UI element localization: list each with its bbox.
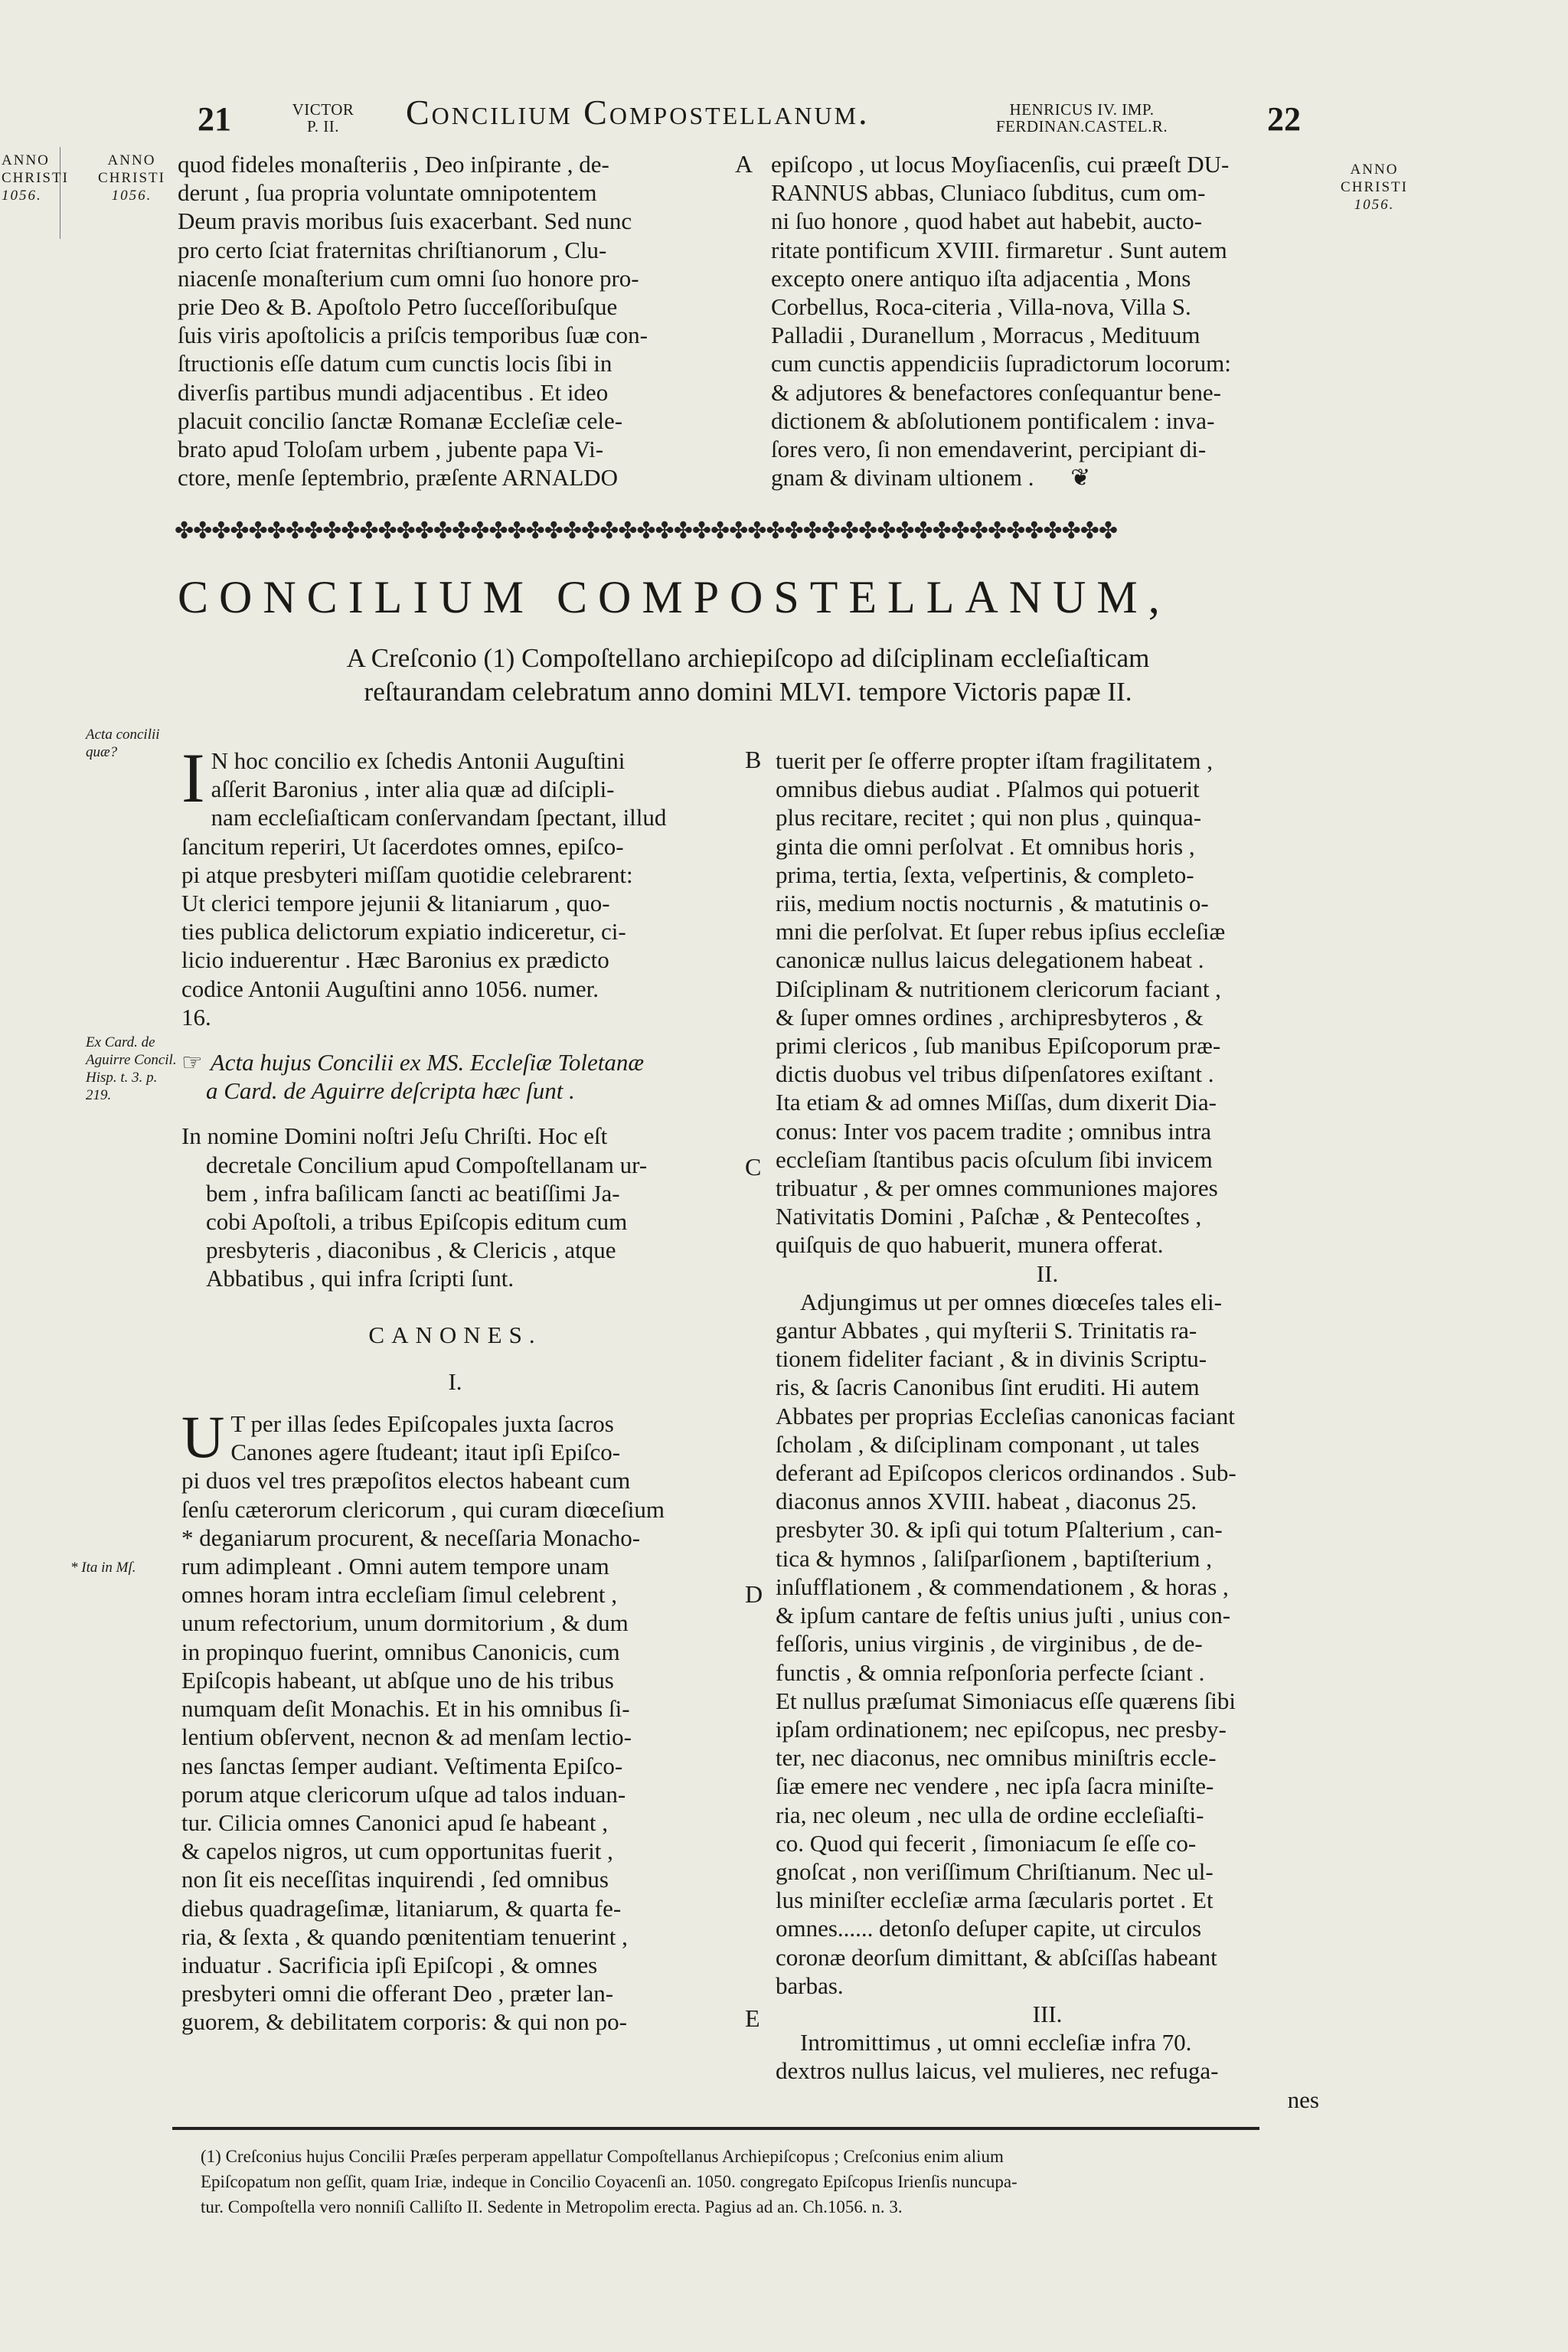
text-line: brato apud Toloſam urbem , jubente papa Vi- bbox=[178, 436, 604, 463]
text-line: Canones agere ſtudeant; itaut ipſi Epiſco- bbox=[230, 1439, 621, 1466]
text-line: Epiſcopis habeant, ut abſque uno de his tribus bbox=[181, 1666, 614, 1694]
text-line: ritate pontificum XVIII. firmaretur . Sunt autem bbox=[771, 236, 1227, 263]
text-line: inſufflationem , & commendationem , & horas , bbox=[776, 1573, 1229, 1600]
header-victor-name: VICTOR bbox=[292, 100, 354, 119]
footnote-line: tur. Compoſtella vero nonniſi Calliſto II. Sedente in Metropolim erecta. Pagius ad an. Ch.1056. n. 3. bbox=[201, 2197, 903, 2216]
main-right-column bbox=[776, 746, 1319, 2114]
text-line: Et nullus præſumat Simoniacus eſſe quærens ſibi bbox=[776, 1687, 1236, 1714]
text-line: coronæ deorſum dimittant, & abſciſſas habeant bbox=[776, 1943, 1217, 1971]
margin-note-acta: Acta concilii quæ? bbox=[86, 727, 160, 760]
text-line: * deganiarum procurent, & neceſſaria Monacho- bbox=[181, 1524, 641, 1551]
nomine-paragraph bbox=[181, 1122, 729, 1292]
catchword: nes bbox=[1287, 2086, 1319, 2113]
text-line: Ita etiam & ad omnes Miſſas, dum dixerit Dia- bbox=[776, 1089, 1217, 1116]
text-line: Nativitatis Domini , Paſchæ , & Pentecoſtes , bbox=[776, 1203, 1202, 1230]
text-line: rum adimpleant . Omni autem tempore unam bbox=[181, 1553, 609, 1580]
text-line: functis , & omnia reſponſoria perfecte ſciant . bbox=[776, 1658, 1205, 1686]
text-line: presbyter 30. & ipſi qui totum Pſalterium , can- bbox=[776, 1516, 1223, 1544]
text-line: nes ſanctas ſemper audiant. Veſtimenta Epiſco- bbox=[181, 1752, 623, 1779]
subtitle-line: reſtaurandam celebratum anno domini MLVI. tempore Victoris papæ II. bbox=[364, 677, 1132, 707]
text-line: excepto onere antiquo iſta adjacentia , Mons bbox=[771, 264, 1191, 292]
text-line: conus: Inter vos pacem tradite ; omnibus intra bbox=[776, 1117, 1212, 1145]
canon-number-3: III. bbox=[1032, 2000, 1063, 2027]
text-line: non ſit eis neceſſitas inquirendi , ſed omnibus bbox=[181, 1866, 609, 1893]
text-line: mni die perſolvat. Et ſuper rebus ipſius eccleſiæ bbox=[776, 918, 1226, 946]
ornament-band: ✤✤✤✤✤✤✤✤✤✤✤✤✤✤✤✤✤✤✤✤✤✤✤✤✤✤✤✤✤✤✤✤✤✤✤✤✤✤✤✤✤✤✤✤✤✤✤✤✤✤✤ bbox=[175, 518, 1117, 544]
marginal-letter-a: A bbox=[735, 150, 753, 178]
text-line: ria, nec oleum , nec ulla de ordine eccleſiaſti- bbox=[776, 1801, 1204, 1828]
text-line: gantur Abbates , qui myſterii S. Trinitatis ra- bbox=[776, 1317, 1197, 1344]
text-line: diaconus annos XVIII. habeat , diaconus 25. bbox=[776, 1488, 1197, 1515]
canon-1-paragraph bbox=[181, 1403, 729, 2036]
text-line: omnibus diebus audiat . Pſalmos qui potuerit bbox=[776, 776, 1200, 803]
text-line: induatur . Sacrificia ipſi Epiſcopi , & omnes bbox=[181, 1951, 598, 1978]
acta-note bbox=[181, 1048, 729, 1105]
text-line: nam eccleſiaſticam conſervandam ſpectant, illud bbox=[211, 804, 667, 831]
text-line: Corbellus, Roca-citeria , Villa-nova, Villa S. bbox=[771, 293, 1191, 321]
text-line: pi duos vel tres præpoſitos electos habeant cum bbox=[181, 1467, 631, 1494]
text-line: ris, & ſacris Canonibus ſint eruditi. Hi autem bbox=[776, 1374, 1200, 1401]
text-line: tionem fideliter faciant , & in divinis Scriptu- bbox=[776, 1345, 1207, 1373]
drop-cap-u: U bbox=[181, 1403, 225, 1471]
text-line: tribuatur , & per omnes communiones majores bbox=[776, 1174, 1218, 1202]
text-line: licio induerentur . Hæc Baronius ex prædicto bbox=[181, 946, 609, 974]
text-line: decretale Concilium apud Compoſtellanam ur- bbox=[206, 1151, 648, 1178]
header-victor-pp: P. II. bbox=[306, 117, 340, 136]
text-line: Intromittimus , ut omni eccleſiæ infra 70. bbox=[800, 2029, 1192, 2056]
text-line: & ſuper omnes ordines , archipresbyteros , & bbox=[776, 1003, 1204, 1031]
text-line: diverſis partibus mundi adjacentibus . Et ideo bbox=[178, 378, 609, 406]
fleuron-icon: ❦ bbox=[1070, 464, 1091, 492]
marginal-letter-c: C bbox=[745, 1153, 762, 1181]
text-line: guorem, & debilitatem corporis: & qui non po- bbox=[181, 2008, 628, 2036]
pointing-hand-icon: ☞ bbox=[181, 1049, 203, 1076]
text-line: presbyteri omni die offerant Deo , præter lan- bbox=[181, 1980, 614, 2007]
marginal-letter-d: D bbox=[745, 1580, 763, 1608]
text-line: quod fideles monaſteriis , Deo inſpirante , de- bbox=[178, 151, 609, 178]
text-line: N hoc concilio ex ſchedis Antonii Auguſtini bbox=[211, 747, 626, 774]
edge-anno-note bbox=[2, 152, 69, 204]
text-line: dictis duobus vel tribus diſpenſatores exiſtant . bbox=[776, 1060, 1214, 1088]
left-anno: ANNO bbox=[107, 152, 156, 168]
edge-christi: CHRISTI bbox=[2, 170, 69, 186]
left-christi: CHRISTI bbox=[98, 170, 165, 186]
header-henricus-name: HENRICUS IV. IMP. bbox=[1009, 100, 1155, 119]
edge-year: 1056. bbox=[2, 188, 42, 204]
margin-note-ita-ms: * Ita in Mſ. bbox=[70, 1560, 136, 1576]
text-line: & ipſum cantare de feſtis unius juſti , unius con- bbox=[776, 1602, 1231, 1629]
text-line: gnoſcat , non veriſſimum Chriſtianum. Nec ul- bbox=[776, 1857, 1214, 1885]
text-line: prima, tertia, ſexta, veſpertinis, & completo- bbox=[776, 861, 1194, 888]
canon-number-2: II. bbox=[1036, 1259, 1059, 1287]
text-line: & capelos nigros, ut cum opportunitas fuerit , bbox=[181, 1838, 613, 1865]
text-line: ria, & ſexta , & quando pœnitentiam tenuerint , bbox=[181, 1922, 628, 1950]
text-line: plus recitare, recitet ; qui non plus , quinqua- bbox=[776, 804, 1202, 831]
right-year: 1056. bbox=[1354, 197, 1395, 213]
text-line: riis, medium noctis nocturnis , & matutinis o- bbox=[776, 890, 1209, 917]
marginal-letter-b: B bbox=[745, 746, 762, 773]
text-line: RANNUS abbas, Cluniaco ſubditus, cum om- bbox=[771, 179, 1206, 207]
text-line: pi atque presbyteri miſſam quotidie celebrarent: bbox=[181, 861, 633, 888]
text-line: ties publica delictorum expiatio indiceretur, ci- bbox=[181, 918, 626, 946]
text-line: dictionem & abſolutionem pontificalem : inva- bbox=[771, 407, 1215, 434]
page-number-right: 22 bbox=[1267, 100, 1301, 138]
text-line: ginta die omni perſolvat . Et omnibus horis , bbox=[776, 832, 1195, 860]
text-line: Abbates per proprias Eccleſias canonicas faciant bbox=[776, 1402, 1235, 1429]
text-line: deferant ad Epiſcopos clericos ordinandos . Sub- bbox=[776, 1459, 1236, 1487]
running-title: Concilium Compostellanum. bbox=[406, 93, 870, 132]
text-line: lentium obſervent, necnon & ad menſam lectio- bbox=[181, 1723, 632, 1751]
footnote-line: Epiſcopatum non geſſit, quam Iriæ, indeque in Concilio Coyacenſi an. 1050. congregato Epiſcopus Irienſis nuncupa- bbox=[201, 2172, 1018, 2191]
header-henricus bbox=[994, 101, 1170, 135]
text-line: ipſam ordinationem; nec epiſcopus, nec presby- bbox=[776, 1715, 1227, 1743]
text-line: in propinquo fuerint, omnibus Canonicis, cum bbox=[181, 1638, 620, 1665]
right-anno: ANNO bbox=[1350, 162, 1399, 178]
text-line: In nomine Domini noſtri Jeſu Chriſti. Hoc eſt bbox=[181, 1122, 608, 1150]
text-line: Adjungimus ut per omnes diœceſes tales eli- bbox=[800, 1288, 1222, 1315]
text-line: prie Deo & B. Apoſtolo Petro ſucceſſoribuſque bbox=[178, 293, 618, 321]
text-line: placuit concilio ſanctæ Romanæ Eccleſiæ cele- bbox=[178, 407, 623, 434]
text-line: Abbatibus , qui infra ſcripti ſunt. bbox=[206, 1265, 514, 1292]
text-line: Ut clerici tempore jejunii & litaniarum , quo- bbox=[181, 890, 610, 917]
left-anno-note bbox=[86, 152, 178, 204]
intro-paragraph bbox=[181, 739, 729, 1031]
text-line: niacenſe monaſterium cum omni ſuo honore pro- bbox=[178, 264, 639, 292]
main-left-column bbox=[181, 739, 729, 2037]
text-line: cum cunctis appendiciis ſupradictorum locorum: bbox=[771, 350, 1231, 377]
text-line: unum refectorium, unum dormitorium , & dum bbox=[181, 1609, 629, 1637]
margin-note-aguirre: Ex Card. de Aguirre Concil. Hisp. t. 3. p. 219. bbox=[86, 1034, 177, 1103]
header-ferdinand-name: FERDINAN.CASTEL.R. bbox=[995, 117, 1168, 136]
section-subtitle bbox=[178, 642, 1318, 709]
text-line: cobi Apoſtoli, a tribus Epiſcopis editum cum bbox=[206, 1208, 628, 1236]
text-line: T per illas ſedes Epiſcopales juxta ſacros bbox=[230, 1410, 614, 1438]
left-year: 1056. bbox=[111, 188, 152, 204]
text-line: ſancitum reperiri, Ut ſacerdotes omnes, epiſco- bbox=[181, 832, 624, 860]
text-line: tuerit per ſe offerre propter iſtam fragilitatem , bbox=[776, 747, 1213, 774]
text-line: bem , infra baſilicam ſancti ac beatiſſimi Ja- bbox=[206, 1179, 620, 1207]
text-line: quiſquis de quo habuerit, munera offerat. bbox=[776, 1231, 1164, 1259]
text-line: omnes...... detonſo deſuper capite, ut circulos bbox=[776, 1915, 1202, 1942]
text-line: a Card. de Aguirre deſcripta hæc ſunt . bbox=[206, 1077, 575, 1105]
text-line: codice Antonii Auguſtini anno 1056. numer. bbox=[181, 975, 599, 1002]
text-line: Diſciplinam & nutritionem clericorum faciant , bbox=[776, 975, 1221, 1002]
text-line: ſenſu cæterorum clericorum , qui curam diœceſium bbox=[181, 1495, 665, 1523]
text-line: ni ſuo honore , quod habet aut habebit, aucto- bbox=[771, 207, 1203, 235]
footnote-line: (1) Creſconius hujus Concilii Præſes perperam appellatur Compoſtellanus Archiepiſcopus ; Creſconius enim alium bbox=[201, 2147, 1004, 2166]
text-line: ſiæ emere nec vendere , nec ipſa ſacra miniſte- bbox=[776, 1772, 1214, 1800]
section-title: CONCILIUM COMPOSTELLANUM, bbox=[178, 572, 1171, 622]
text-line: lus miniſter eccleſiæ arma ſæcularis portet . Et bbox=[776, 1886, 1214, 1914]
subtitle-line: A Creſconio (1) Compoſtellano archiepiſcopo ad diſciplinam eccleſiaſticam bbox=[346, 643, 1150, 673]
text-line: pro certo ſciat fraternitas chriſtianorum , Clu- bbox=[178, 236, 607, 263]
text-line: tur. Cilicia omnes Canonici apud ſe habeant , bbox=[181, 1808, 609, 1836]
text-line: ſores vero, ſi non emendaverint, percipiant di- bbox=[771, 436, 1207, 463]
text-line-end: gnam & divinam ultionem . bbox=[771, 464, 1034, 492]
text-line: primi clericos , ſub manibus Epiſcoporum præ- bbox=[776, 1032, 1221, 1060]
right-christi: CHRISTI bbox=[1341, 179, 1408, 195]
text-line: ctore, menſe ſeptembrio, præſente ARNALDO bbox=[178, 464, 619, 492]
text-line: dextros nullus laicus, vel mulieres, nec refuga- bbox=[776, 2057, 1219, 2085]
text-line: presbyteris , diaconibus , & Clericis , atque bbox=[206, 1236, 616, 1264]
text-line: tica & hymnos , ſaliſparſionem , baptiſterium , bbox=[776, 1544, 1212, 1572]
edge-anno: ANNO bbox=[2, 152, 50, 168]
marginal-letter-e: E bbox=[745, 2004, 760, 2032]
text-line: eccleſiam ſtantibus pacis oſculum ſibi invicem bbox=[776, 1145, 1213, 1173]
text-line: co. Quod qui fecerit , ſimoniacum ſe eſſe co- bbox=[776, 1829, 1197, 1857]
acta-line: Acta hujus Concilii ex MS. Eccleſiæ Toletanæ bbox=[210, 1049, 645, 1076]
text-line: diebus quadrageſimæ, litaniarum, & quarta fe- bbox=[181, 1894, 622, 1922]
text-line: 16. bbox=[181, 1003, 211, 1031]
text-line bbox=[181, 1048, 729, 1076]
text-line: ſtructionis eſſe datum cum cunctis locis ſibi in bbox=[178, 350, 612, 377]
text-line: derunt , ſua propria voluntate omnipotentem bbox=[178, 179, 597, 207]
text-line: Deum pravis moribus ſuis exacerbant. Sed nunc bbox=[178, 207, 632, 235]
canones-heading: CANONES. bbox=[368, 1321, 542, 1348]
text-line: ter, nec diaconus, nec omnibus miniſtris eccle- bbox=[776, 1744, 1217, 1772]
text-line: & adjutores & benefactores conſequantur bene- bbox=[771, 378, 1221, 406]
text-line: aſſerit Baronius , inter alia quæ ad diſcipli- bbox=[211, 776, 615, 803]
canon-number-1: I. bbox=[448, 1367, 462, 1395]
text-line bbox=[771, 463, 1318, 492]
right-anno-note bbox=[1328, 161, 1420, 214]
footnote bbox=[201, 2144, 1320, 2220]
text-line: numquam deſit Monachis. Et in his omnibus ſi- bbox=[181, 1695, 630, 1723]
text-line: feſſoris, unius virginis , de virginibus , de de- bbox=[776, 1630, 1203, 1658]
drop-cap-i: I bbox=[181, 739, 205, 817]
text-line: ſcholam , & diſciplinam componant , ut tales bbox=[776, 1430, 1200, 1458]
text-line: Palladii , Duranellum , Morracus , Medituum bbox=[771, 322, 1200, 349]
text-line: ſuis viris apoſtolicis a priſcis temporibus ſuæ con- bbox=[178, 322, 648, 349]
text-line: canonicæ nullus laicus delegationem habeat . bbox=[776, 946, 1204, 974]
text-line: omnes horam intra eccleſiam ſimul celebrent , bbox=[181, 1581, 617, 1609]
page-number-left: 21 bbox=[198, 100, 231, 138]
header-victor bbox=[285, 101, 361, 135]
text-line: epiſcopo , ut locus Moyſiacenſis, cui præeſt DU- bbox=[771, 151, 1230, 178]
text-line: porum atque clericorum uſque ad talos induan- bbox=[181, 1780, 626, 1808]
text-line: barbas. bbox=[776, 1971, 844, 1999]
footnote-rule bbox=[172, 2127, 1259, 2130]
top-right-column bbox=[771, 150, 1318, 492]
top-left-column bbox=[178, 150, 721, 492]
